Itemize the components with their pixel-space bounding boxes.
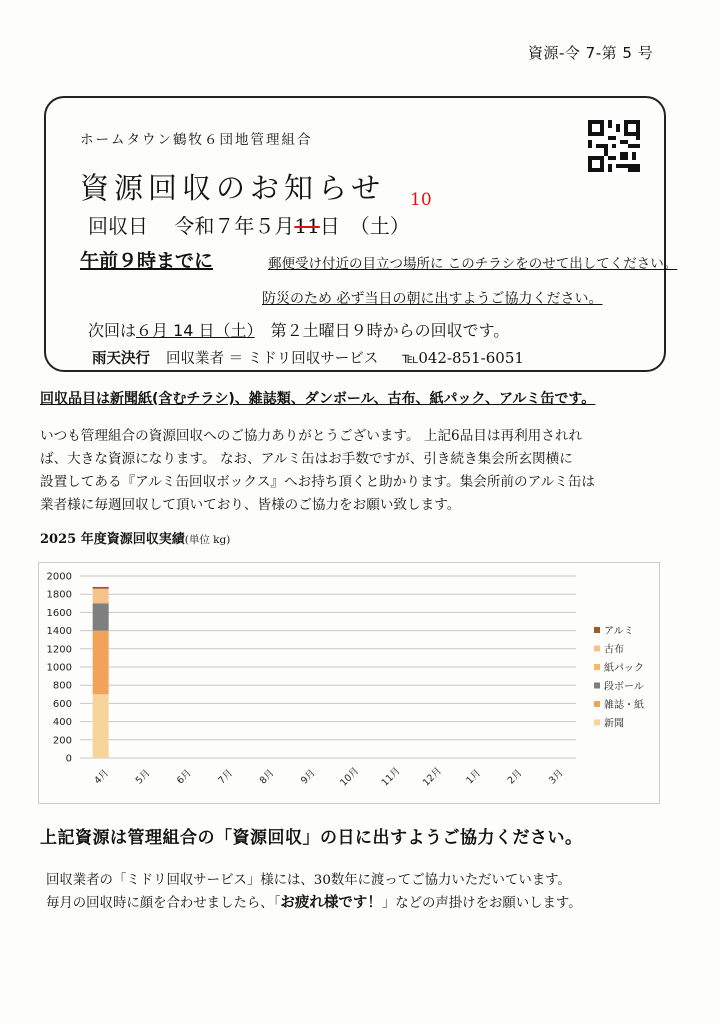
legend-swatch: [594, 701, 600, 707]
x-tick-label: 2月: [505, 767, 525, 787]
intro-line: 設置してある『アルミ缶回収ボックス』へお持ち頂くと助かります。集会所前のアルミ缶は: [40, 474, 596, 490]
bar-segment: [93, 694, 109, 758]
y-tick-label: 1600: [46, 607, 72, 619]
post-place-instruction: 郵便受け付近の目立つ場所に このチラシをのせて出してください。: [268, 256, 678, 272]
deadline: 午前９時までに: [80, 250, 214, 272]
x-tick-label: 1月: [464, 767, 484, 787]
x-tick-label: 5月: [133, 767, 153, 787]
legend-label: アルミ: [604, 626, 634, 637]
x-tick-label: 4月: [92, 767, 112, 787]
bar-segment: [93, 587, 109, 589]
collector-name: 回収業者 ＝ ミドリ回収サービス: [166, 351, 379, 367]
chart-unit: (単位 kg): [184, 534, 231, 546]
x-tick-label: 6月: [175, 767, 194, 787]
bar-segment: [93, 589, 109, 603]
thanks-line-2: [46, 892, 686, 915]
date-correction: 10: [410, 190, 432, 210]
qr-code-icon[interactable]: [588, 120, 640, 172]
chart-title: 2025 年度資源回収実績: [40, 532, 185, 547]
intro-line: いつも管理組合の資源回収へのご協力ありがとうございます。 上記6品目は再利用されれ: [40, 428, 583, 444]
x-tick-label: 8月: [257, 767, 277, 787]
next-suffix: 第２土曜日９時からの回収です。: [254, 321, 510, 340]
notice-title: 資源回収のお知らせ: [80, 171, 386, 205]
x-tick-label: 11月: [379, 765, 403, 789]
bar-segment: [93, 602, 109, 603]
legend-label: 段ボール: [604, 681, 644, 693]
items-heading: 回収品目は新聞紙(含むチラシ)、雑誌類、ダンボール、古布、紙パック、アルミ缶です。: [40, 391, 596, 407]
y-tick-label: 800: [52, 680, 72, 692]
thanks-paragraph: [46, 870, 686, 915]
next-collection: [88, 318, 509, 341]
legend-label: 雑誌・紙: [604, 700, 644, 711]
disaster-note: 防災のため 必ず当日の朝に出すようご協力ください。: [262, 291, 603, 307]
y-tick-label: 1200: [46, 644, 72, 656]
date-prefix: 回収日 令和７年５月: [88, 214, 295, 238]
x-tick-label: 9月: [299, 767, 318, 787]
y-tick-label: 200: [52, 735, 72, 747]
legend-swatch: [594, 720, 600, 726]
association-name: ホームタウン鶴牧６団地管理組合: [80, 132, 313, 148]
document-number: 資源-令 7-第 5 号: [528, 44, 654, 62]
x-tick-label: 10月: [338, 765, 362, 789]
chart-caption: [40, 528, 230, 547]
thanks-greeting: お疲れ様です！: [280, 894, 382, 911]
collector-info: [92, 347, 524, 368]
y-tick-label: 400: [52, 717, 72, 729]
legend-swatch: [594, 683, 600, 689]
recycling-chart: [38, 562, 660, 804]
date-suffix: 日 （土）: [319, 214, 410, 238]
thanks-suffix: 」などの声掛けをお願いします。: [381, 896, 582, 911]
cooperate-message: 上記資源は管理組合の「資源回収」の日に出すようご協力ください。: [40, 828, 583, 848]
legend-label: 新聞: [604, 718, 624, 730]
y-tick-label: 1000: [46, 662, 72, 674]
y-tick-label: 600: [52, 698, 72, 710]
y-tick-label: 1400: [46, 626, 72, 638]
legend-label: 古布: [604, 644, 624, 656]
thanks-prefix: 毎月の回収時に顔を合わせましたら、「: [46, 896, 281, 911]
y-tick-label: 1800: [46, 589, 72, 601]
next-date: ６月 14 日（土）: [136, 321, 255, 340]
x-tick-label: 3月: [547, 767, 566, 787]
y-tick-label: 2000: [46, 571, 72, 583]
bar-segment: [93, 603, 109, 630]
legend-swatch: [594, 646, 600, 652]
rain-note: 雨天決行: [92, 351, 150, 367]
intro-line: 業者様に毎週回収して頂いており、皆様のご協力をお願い致します。: [40, 497, 461, 513]
intro-line: ば、大きな資源になります。 なお、アルミ缶はお手数ですが、引き続き集会所玄関横に: [40, 451, 573, 467]
x-tick-label: 12月: [420, 765, 444, 789]
x-tick-label: 7月: [216, 767, 236, 787]
legend-label: 紙パック: [604, 663, 644, 674]
thanks-line-1: 回収業者の「ミドリ回収サービス」様には、30数年に渡ってご協力いただいています。: [46, 873, 571, 888]
y-tick-label: 0: [65, 753, 72, 765]
legend-swatch: [594, 627, 600, 633]
legend-swatch: [594, 664, 600, 670]
bar-segment: [93, 631, 109, 695]
next-prefix: 次回は: [88, 321, 137, 340]
telephone[interactable]: ℡042-851-6051: [402, 349, 524, 367]
intro-paragraph: [40, 425, 670, 517]
date-struck: 11: [294, 214, 320, 238]
collection-date: [88, 210, 410, 239]
